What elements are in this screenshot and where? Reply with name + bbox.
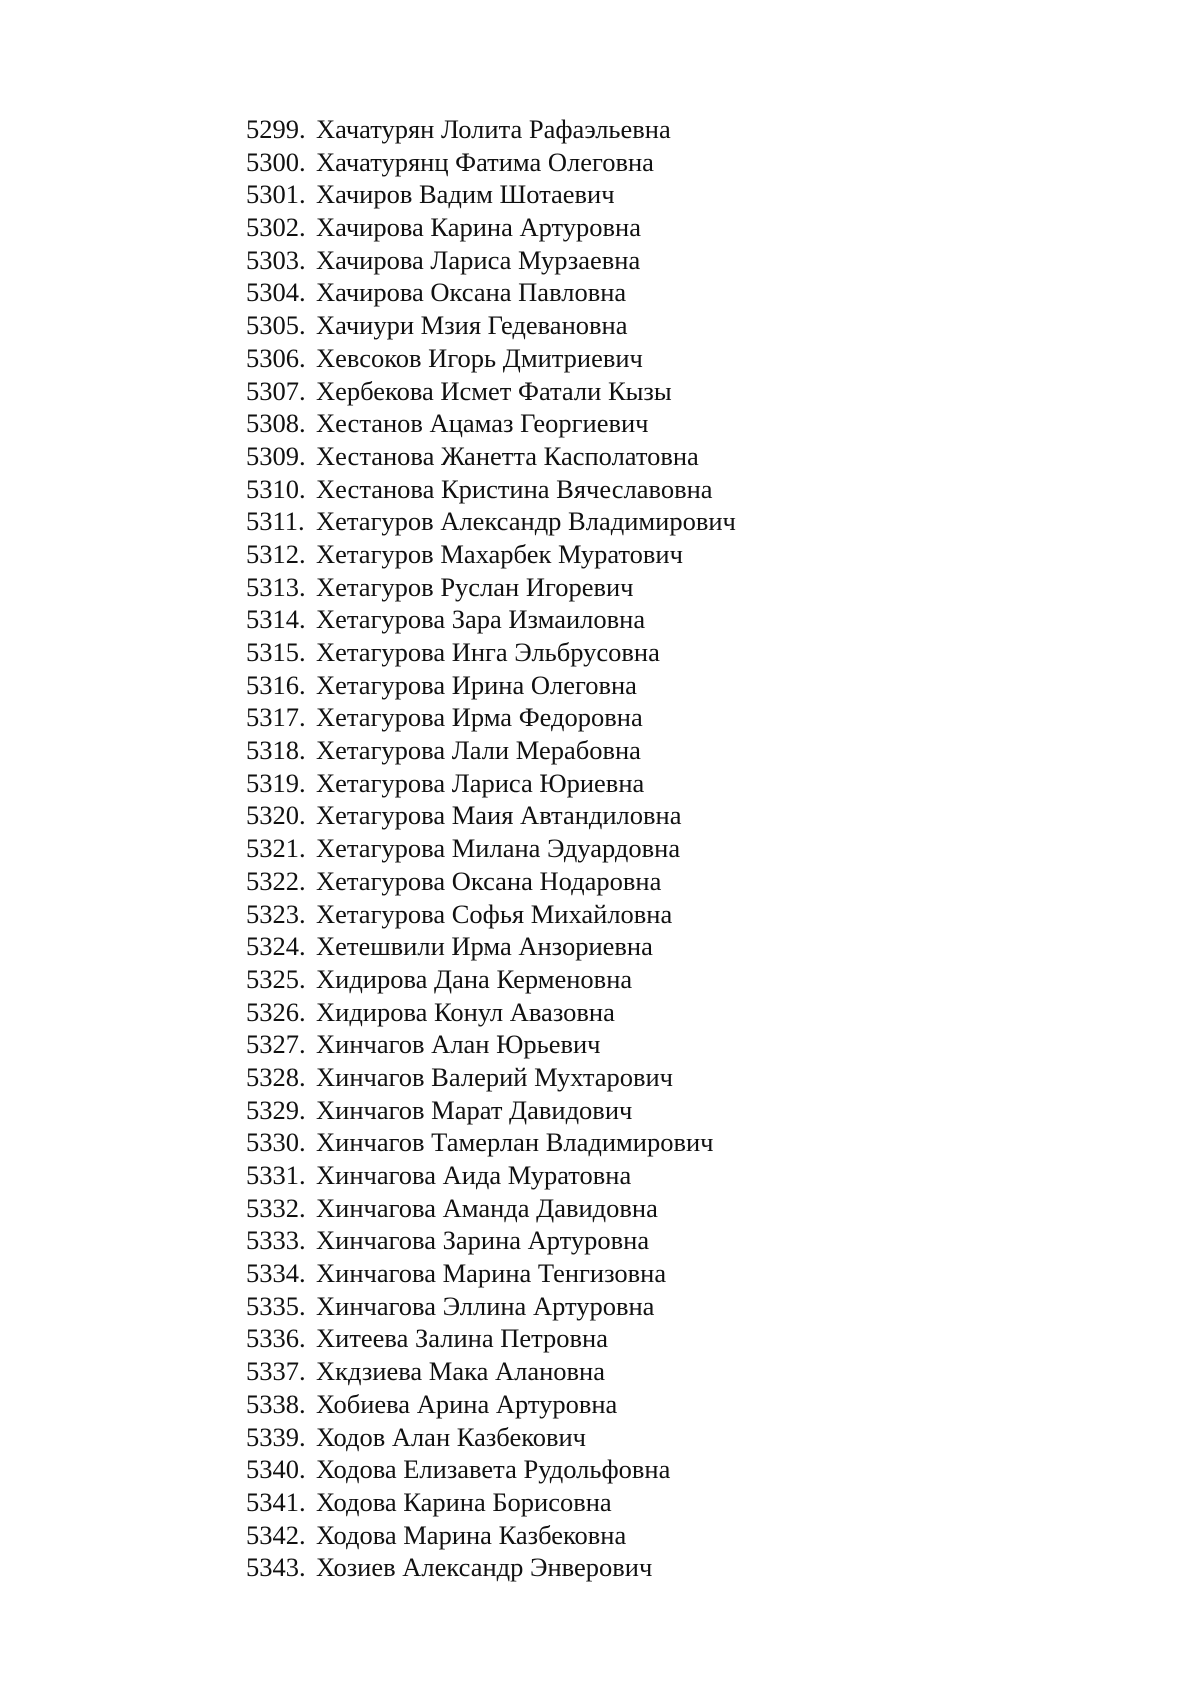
entry-name: Хидирова Дана Керменовна [316, 963, 633, 994]
entry-name: Хетагурова Маия Автандиловна [316, 800, 682, 831]
entry-number: 5336. [246, 1323, 306, 1354]
list-item [246, 1290, 736, 1323]
entry-name: Хинчагова Зарина Артуровна [316, 1225, 650, 1256]
list-item [246, 407, 736, 440]
entry-number: 5318. [246, 735, 306, 766]
list-item [246, 571, 736, 604]
entry-number: 5328. [246, 1061, 306, 1092]
entry-number: 5305. [246, 310, 306, 341]
entry-number: 5340. [246, 1454, 306, 1485]
list-item [246, 1453, 736, 1486]
entry-number: 5339. [246, 1421, 306, 1452]
entry-name: Ходов Алан Казбекович [316, 1421, 587, 1452]
entry-number: 5314. [246, 604, 306, 635]
entry-number: 5335. [246, 1290, 306, 1321]
entry-name: Хинчагова Марина Тенгизовна [316, 1258, 667, 1289]
entry-number: 5303. [246, 244, 306, 275]
entry-name: Хестанова Кристина Вячеславовна [316, 473, 713, 504]
list-item [246, 211, 736, 244]
entry-number: 5300. [246, 146, 306, 177]
entry-name: Хинчагов Марат Давидович [316, 1094, 633, 1125]
entry-number: 5321. [246, 833, 306, 864]
entry-number: 5337. [246, 1356, 306, 1387]
list-item [246, 276, 736, 309]
entry-name: Хинчагов Тамерлан Владимирович [316, 1127, 714, 1158]
entry-number: 5325. [246, 963, 306, 994]
entry-name: Хетагурова Ирина Олеговна [316, 669, 637, 700]
name-list [246, 113, 736, 1584]
entry-name: Хачирова Лариса Мурзаевна [316, 244, 641, 275]
entry-name: Ходова Марина Казбековна [316, 1519, 627, 1550]
entry-number: 5333. [246, 1225, 306, 1256]
entry-number: 5302. [246, 212, 306, 243]
list-item [246, 1388, 736, 1421]
entry-name: Хинчагова Эллина Артуровна [316, 1290, 655, 1321]
list-item [246, 146, 736, 179]
entry-name: Хетагуров Александр Владимирович [316, 506, 736, 537]
entry-name: Хинчагова Аманда Давидовна [316, 1192, 658, 1223]
list-item [246, 1224, 736, 1257]
list-item [246, 799, 736, 832]
entry-number: 5322. [246, 865, 306, 896]
entry-number: 5310. [246, 473, 306, 504]
entry-number: 5309. [246, 440, 306, 471]
entry-number: 5313. [246, 571, 306, 602]
entry-number: 5316. [246, 669, 306, 700]
list-item [246, 440, 736, 473]
entry-name: Хинчагова Аида Муратовна [316, 1160, 632, 1190]
entry-name: Хетагуров Руслан Игоревич [316, 571, 634, 602]
entry-name: Ходова Елизавета Рудольфовна [316, 1454, 671, 1485]
entry-number: 5343. [246, 1552, 306, 1583]
entry-name: Ходова Карина Борисовна [316, 1486, 612, 1517]
list-item [246, 1486, 736, 1519]
entry-number: 5311. [246, 506, 305, 537]
entry-number: 5312. [246, 538, 306, 569]
entry-number: 5332. [246, 1192, 306, 1223]
list-item [246, 1094, 736, 1127]
entry-number: 5327. [246, 1029, 306, 1060]
entry-name: Хестанов Ацамаз Георгиевич [316, 408, 649, 439]
list-item [246, 1355, 736, 1388]
entry-name: Хачатурян Лолита Рафаэльевна [316, 114, 671, 144]
entry-number: 5324. [246, 931, 306, 962]
entry-name: Хобиева Арина Артуровна [316, 1388, 618, 1419]
list-item [246, 1061, 736, 1094]
list-item [246, 767, 736, 800]
entry-name: Хестанова Жанетта Касполатовна [316, 440, 699, 471]
entry-number: 5338. [246, 1388, 306, 1419]
entry-name: Хачиров Вадим Шотаевич [316, 179, 615, 210]
entry-number: 5323. [246, 898, 306, 929]
entry-name: Хозиев Александр Энверович [316, 1552, 653, 1583]
entry-name: Хетагурова Инга Эльбрусовна [316, 637, 660, 667]
entry-number: 5319. [246, 767, 306, 798]
list-item [246, 636, 736, 669]
entry-name: Хетагурова Ирма Федоровна [316, 702, 643, 733]
list-item [246, 1519, 736, 1552]
entry-name: Хачиури Мзия Гедевановна [316, 310, 628, 341]
list-item [246, 1028, 736, 1061]
entry-name: Хидирова Конул Авазовна [316, 996, 615, 1027]
entry-name: Хачатурянц Фатима Олеговна [316, 146, 654, 177]
list-item [246, 1421, 736, 1454]
entry-name: Хитеева Залина Петровна [316, 1323, 608, 1354]
entry-name: Хевсоков Игорь Дмитриевич [316, 342, 643, 373]
entry-number: 5306. [246, 342, 306, 373]
list-item [246, 669, 736, 702]
entry-number: 5330. [246, 1127, 306, 1158]
entry-number: 5307. [246, 375, 306, 406]
entry-name: Хачирова Карина Артуровна [316, 212, 641, 243]
entry-name: Хетагуров Махарбек Муратович [316, 538, 683, 569]
list-item [246, 505, 736, 538]
entry-number: 5334. [246, 1258, 306, 1289]
entry-name: Хетагурова Лариса Юриевна [316, 767, 645, 798]
entry-number: 5329. [246, 1094, 306, 1125]
entry-name: Хкдзиева Мака Алановна [316, 1356, 605, 1387]
entry-number: 5342. [246, 1519, 306, 1550]
entry-name: Хетагурова Оксана Нодаровна [316, 865, 662, 896]
list-item [246, 375, 736, 408]
entry-number: 5304. [246, 277, 306, 308]
list-item [246, 865, 736, 898]
entry-number: 5299. [246, 114, 306, 144]
list-item [246, 1126, 736, 1159]
list-item [246, 930, 736, 963]
list-item [246, 1159, 736, 1192]
entry-number: 5308. [246, 408, 306, 439]
list-item [246, 963, 736, 996]
list-item [246, 603, 736, 636]
entry-number: 5341. [246, 1486, 306, 1517]
list-item [246, 898, 736, 931]
entry-name: Хетешвили Ирма Анзориевна [316, 931, 653, 962]
entry-name: Хачирова Оксана Павловна [316, 277, 627, 308]
list-item [246, 734, 736, 767]
entry-number: 5320. [246, 800, 306, 831]
list-item [246, 309, 736, 342]
entry-number: 5317. [246, 702, 306, 733]
entry-name: Хетагурова Лали Мерабовна [316, 735, 641, 766]
list-item [246, 113, 736, 146]
entry-number: 5301. [246, 179, 306, 210]
list-item [246, 342, 736, 375]
list-item [246, 701, 736, 734]
entry-name: Хинчагов Алан Юрьевич [316, 1029, 601, 1060]
list-item [246, 244, 736, 277]
entry-number: 5315. [246, 637, 306, 667]
list-item [246, 473, 736, 506]
entry-name: Хетагурова Зара Измаиловна [316, 604, 646, 635]
entry-name: Хетагурова Софья Михайловна [316, 898, 673, 929]
list-item [246, 1257, 736, 1290]
list-item [246, 1551, 736, 1584]
list-item [246, 1322, 736, 1355]
list-item [246, 832, 736, 865]
entry-name: Хинчагов Валерий Мухтарович [316, 1061, 674, 1092]
entry-name: Хербекова Исмет Фатали Кызы [316, 375, 672, 406]
entry-number: 5326. [246, 996, 306, 1027]
list-item [246, 1192, 736, 1225]
entry-name: Хетагурова Милана Эдуардовна [316, 833, 681, 864]
list-item [246, 996, 736, 1029]
list-item [246, 178, 736, 211]
list-item [246, 538, 736, 571]
entry-number: 5331. [246, 1160, 306, 1190]
